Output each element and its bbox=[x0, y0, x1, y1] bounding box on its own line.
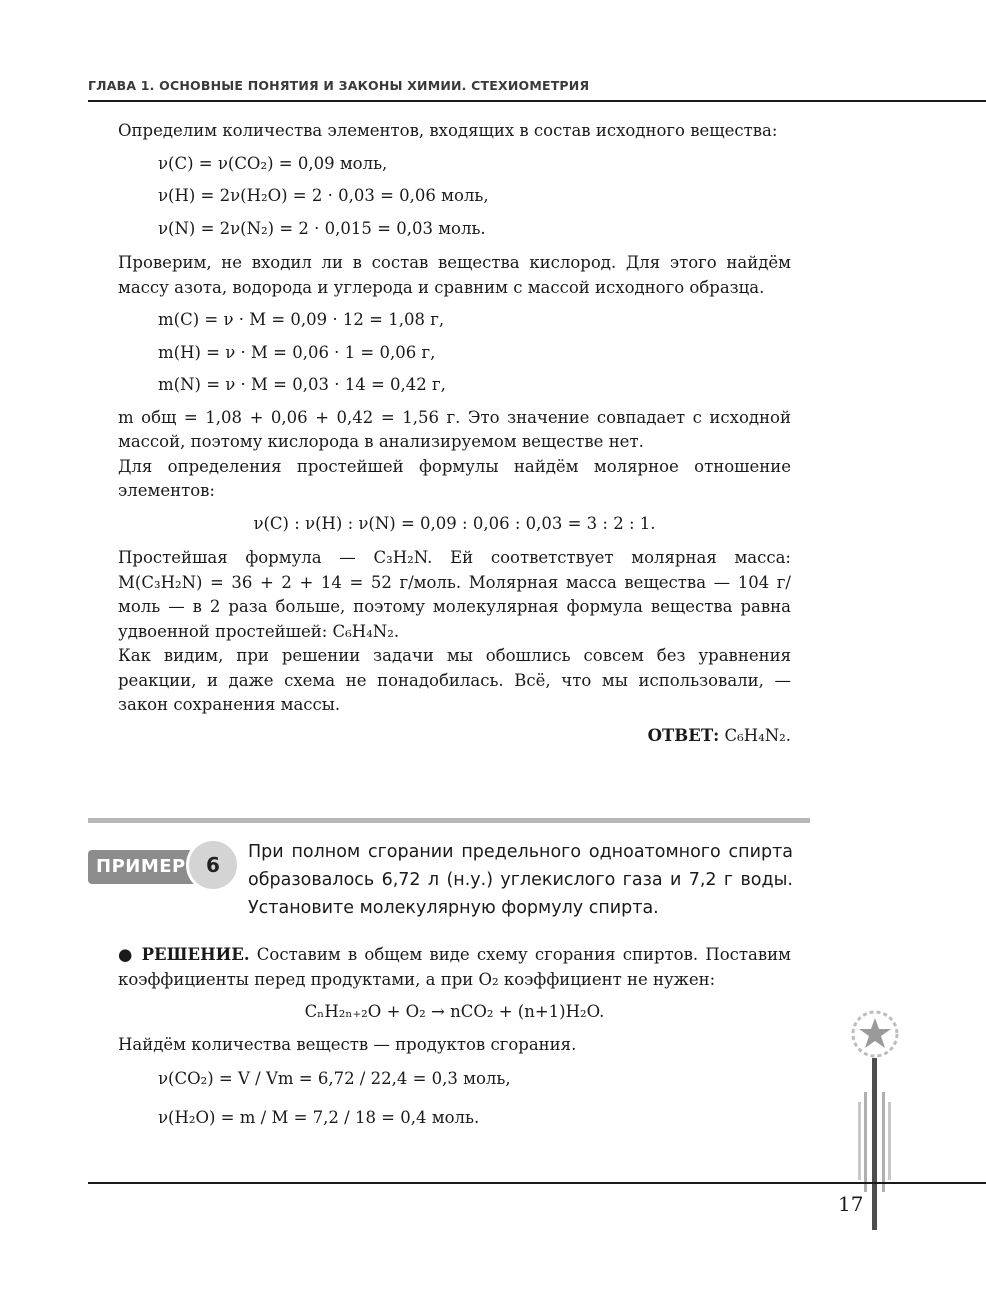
section-separator bbox=[88, 818, 810, 823]
mass-line: m(H) = ν · M = 0,06 · 1 = 0,06 г, bbox=[158, 342, 436, 362]
solution-continuation bbox=[118, 119, 791, 748]
footer-rule bbox=[88, 1182, 986, 1184]
bullet-icon: ● bbox=[118, 945, 135, 964]
solution-paragraph bbox=[118, 943, 791, 992]
solution-6 bbox=[118, 943, 791, 1130]
combustion-scheme: CₙH₂ₙ₊₂O + O₂ → nCO₂ + (n+1)H₂O. bbox=[304, 1002, 605, 1021]
example-number: 6 bbox=[206, 853, 220, 877]
nu-line: ν(C) = ν(CO₂) = 0,09 моль, bbox=[158, 153, 388, 173]
header-rule bbox=[88, 100, 986, 102]
answer-line bbox=[118, 724, 791, 749]
nu-line: ν(H) = 2ν(H₂O) = 2 · 0,03 = 0,06 моль, bbox=[158, 186, 489, 205]
answer-value: C₆H₄N₂. bbox=[724, 725, 791, 745]
ratio-formula: ν(C) : ν(H) : ν(N) = 0,09 : 0,06 : 0,03 = 3 : 2 : 1. bbox=[253, 513, 656, 533]
nu-line: ν(N) = 2ν(N₂) = 2 · 0,015 = 0,03 моль. bbox=[158, 218, 486, 238]
mass-line: m(N) = ν · M = 0,03 · 14 = 0,42 г, bbox=[158, 375, 446, 394]
intro-paragraph: Определим количества элементов, входящих в состав исходного вещества: bbox=[118, 121, 778, 140]
simplest-formula-paragraph: Простейшая формула — C₃H₂N. Ей соответствует молярная масса: M(C₃H₂N) = 36 + 2 + 14 = 52 г/моль. Молярная масса вещества — 104 г/моль — в 2 раза больше, поэтому молекулярная формула вещества равна удвоенной простейшей: C₆H₄N₂. bbox=[118, 548, 791, 641]
check-paragraph: Проверим, не входил ли в состав вещества кислород. Для этого найдём массу азота, водорода и углерода и сравним с массой исходного образца. bbox=[118, 253, 791, 297]
example-label: ПРИМЕР bbox=[96, 856, 186, 877]
find-paragraph: Найдём количества веществ — продуктов сгорания. bbox=[118, 1034, 577, 1054]
mass-line: m(C) = ν · M = 0,09 · 12 = 1,08 г, bbox=[158, 310, 445, 329]
ratio-intro: Для определения простейшей формулы найдём молярное отношение элементов: bbox=[118, 456, 791, 500]
solution-label: РЕШЕНИЕ. bbox=[141, 945, 250, 964]
answer-label: ОТВЕТ: bbox=[647, 725, 720, 745]
page-number: 17 bbox=[838, 1192, 864, 1216]
total-mass-paragraph: m общ = 1,08 + 0,06 + 0,42 = 1,56 г. Это значение совпадает с исходной массой, поэтому кислорода в анализируемом веществе нет. bbox=[118, 407, 791, 451]
running-header: ГЛАВА 1. ОСНОВНЫЕ ПОНЯТИЯ И ЗАКОНЫ ХИМИИ. СТЕХИОМЕТРИЯ bbox=[88, 78, 590, 93]
example-statement: При полном сгорании предельного одноатомного спирта образовалось 6,72 л (н.у.) углекислого газа и 7,2 г воды. Установите молекулярную формулу спирта. bbox=[248, 842, 793, 918]
nu-co2-line: ν(CO₂) = V / Vm = 6,72 / 22,4 = 0,3 моль, bbox=[158, 1069, 511, 1088]
conclusion-paragraph: Как видим, при решении задачи мы обошлись совсем без уравнения реакции, и даже схема не понадобилась. Всё, что мы использовали, — закон сохранения массы. bbox=[118, 646, 791, 714]
nu-h2o-line: ν(H₂O) = m / M = 7,2 / 18 = 0,4 моль. bbox=[158, 1107, 480, 1127]
solution-intro: Составим в общем виде схему сгорания спиртов. Поставим коэффициенты перед продуктами, а при O₂ коэффициент не нужен: bbox=[118, 945, 791, 989]
